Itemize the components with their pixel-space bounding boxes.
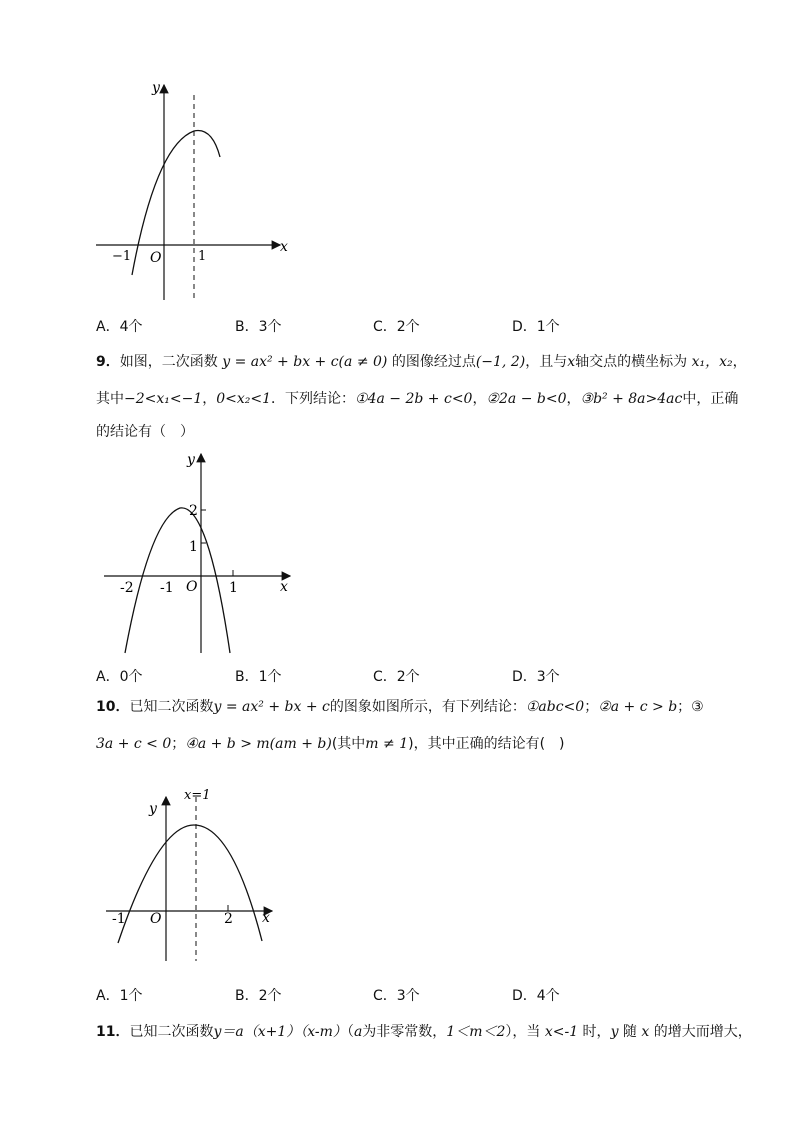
q9-line1: 9．如图，二次函数 y = ax² + bx + c(a ≠ 0) 的图像经过点(−1, 2)，且与x轴交点的横坐标为 x₁，x₂， (96, 354, 747, 370)
y-axis-label: y (152, 80, 160, 96)
origin-label: O (150, 911, 162, 927)
option-d[interactable]: D．1个 (512, 319, 560, 335)
parabola-curve (118, 825, 262, 943)
option-c[interactable]: C．2个 (373, 319, 420, 335)
graph-parabola-top (90, 75, 300, 310)
tick-x-neg1: -1 (112, 911, 126, 927)
origin-label: O (186, 579, 198, 595)
y-axis-label: y (187, 452, 195, 468)
q10-line1: 10．已知二次函数y = ax² + bx + c的图象如图所示，有下列结论：①abc<0；②a + c > b；③ (96, 699, 704, 715)
q9-line2: 其中−2<x₁<−1，0<x₂<1．下列结论：①4a − 2b + c<0，②2a − b<0，③b² + 8a>4ac中，正确 (96, 391, 739, 407)
tick-neg1: −1 (112, 249, 132, 264)
tick-x-neg1: -1 (160, 580, 174, 596)
option-b[interactable]: B．1个 (235, 669, 282, 685)
q11-line1: 11．已知二次函数y＝a（x+1）（x-m）（a为非零常数，1＜m＜2），当 x<-1 时，y 随 x 的增大而增大， (96, 1024, 752, 1040)
option-c[interactable]: C．3个 (373, 988, 420, 1004)
tick-x-1: 1 (229, 580, 238, 596)
parabola-curve (125, 508, 230, 653)
q10-line2: 3a + c < 0；④a + b > m(am + b)(其中m ≠ 1)，其中正确的结论有( ) (96, 736, 565, 752)
tick-y-2: 2 (189, 503, 198, 519)
parabola-curve (132, 131, 220, 275)
x-axis-label: x (280, 579, 288, 595)
graph-parabola-q10 (100, 783, 285, 973)
x-axis-label: x (262, 910, 270, 926)
symmetry-label: x=1 (184, 788, 211, 803)
q9-number: 9． (96, 354, 120, 370)
tick-x-neg2: -2 (120, 580, 134, 596)
option-c[interactable]: C．2个 (373, 669, 420, 685)
option-d[interactable]: D．3个 (512, 669, 560, 685)
option-a[interactable]: A．0个 (96, 669, 143, 685)
tick-1: 1 (198, 249, 207, 264)
q9-line3: 的结论有（ ） (96, 424, 194, 440)
option-b[interactable]: B．2个 (235, 988, 282, 1004)
tick-y-1: 1 (189, 539, 198, 555)
option-a[interactable]: A．4个 (96, 319, 143, 335)
option-d[interactable]: D．4个 (512, 988, 560, 1004)
tick-x-2: 2 (224, 911, 233, 927)
option-a[interactable]: A．1个 (96, 988, 143, 1004)
graph-parabola-q9 (100, 448, 300, 658)
origin-label: O (150, 250, 162, 266)
q10-number: 10． (96, 699, 130, 715)
option-b[interactable]: B．3个 (235, 319, 282, 335)
q11-number: 11． (96, 1024, 130, 1040)
x-axis-label: x (280, 239, 288, 255)
y-axis-label: y (149, 801, 157, 817)
